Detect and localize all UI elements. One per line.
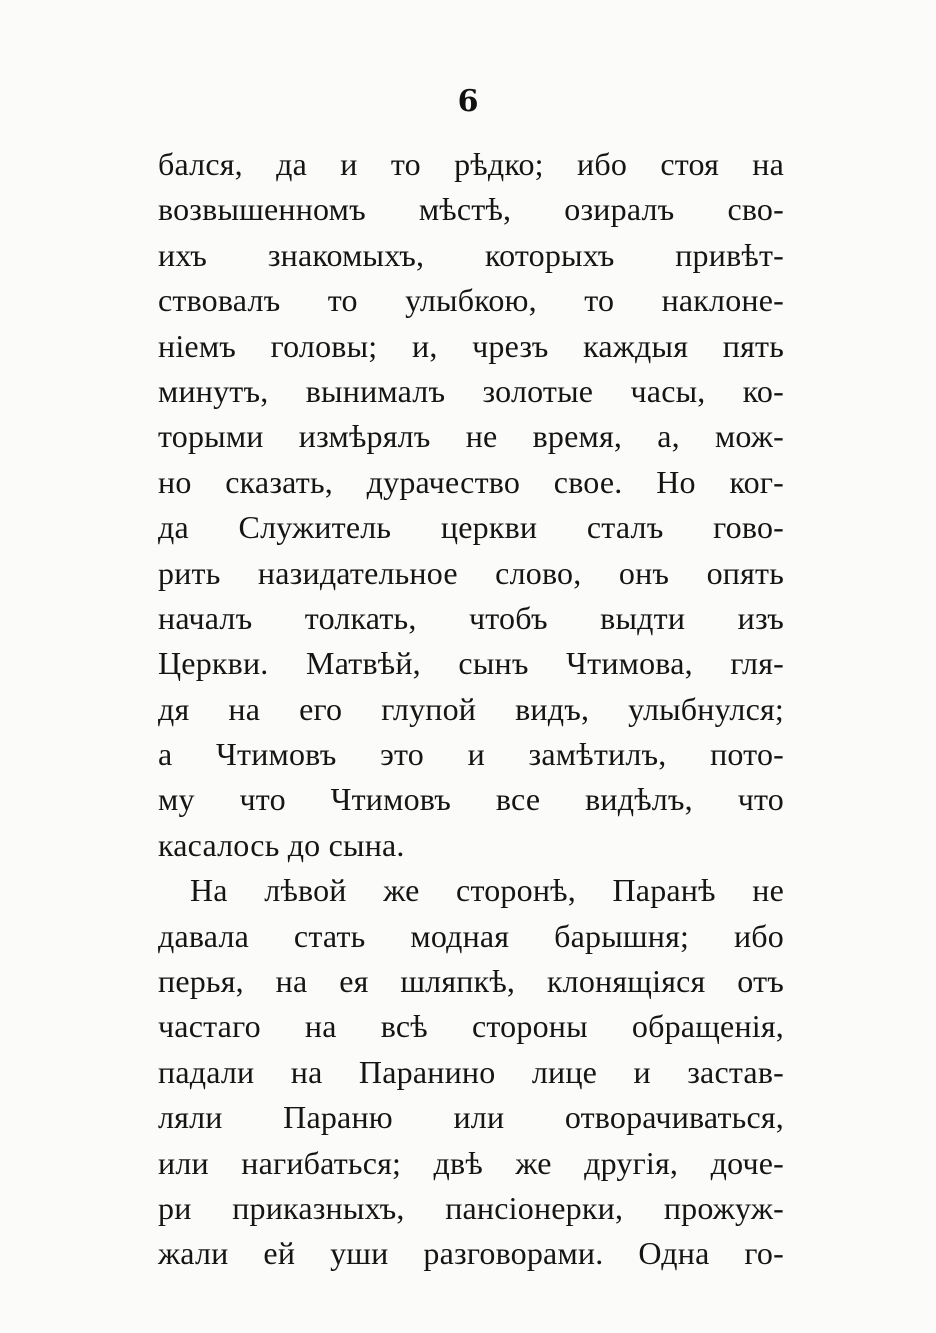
text-line: ри приказныхъ, пансiонерки, прожуж- [158,1189,784,1226]
paragraph-end-line: касалось до сына. [158,826,405,863]
text-line: а Чтимовъ это и замѣтилъ, пото- [158,736,784,773]
text-line: ляли Параню или отворачиваться, [158,1099,784,1136]
text-line: ствовалъ то улыбкою, то наклоне- [158,282,784,319]
text-line: минутъ, вынималъ золотые часы, ко- [158,372,784,409]
text-line: перья, на ея шляпкѣ, клонящiяся отъ [158,963,784,1000]
text-line: но сказать, дурачество свое. Но ког- [158,463,784,500]
text-line: Церкви. Матвѣй, сынъ Чтимова, гля- [158,645,784,682]
text-line: торыми измѣрялъ не время, а, мож- [158,418,784,455]
text-line: или нагибаться; двѣ же другiя, доче- [158,1144,784,1181]
page-number: 6 [457,84,479,119]
text-line: жали ей уши разговорами. Одна го- [158,1235,784,1272]
text-line: дя на его глупой видъ, улыбнулся; [158,690,784,727]
text-line: ихъ знакомыхъ, которыхъ привѣт- [158,236,784,273]
text-line: частаго на всѣ стороны обращенiя, [158,1008,784,1045]
paragraph-start-line: На лѣвой же сторонѣ, Паранѣ не [190,872,784,909]
text-line: му что Чтимовъ все видѣлъ, что [158,781,784,818]
text-line: падали на Паранино лице и застав- [158,1053,784,1090]
body-text [158,142,784,1277]
text-line: нiемъ головы; и, чрезъ каждыя пять [158,327,784,364]
text-line: началъ толкать, чтобъ выдти изъ [158,599,784,636]
text-line: возвышенномъ мѣстѣ, озиралъ сво- [158,191,784,228]
text-line: рить назидательное слово, онъ опять [158,554,784,591]
text-line: давала стать модная барышня; ибо [158,917,784,954]
text-line: бался, да и то рѣдко; ибо стоя на [158,146,784,182]
text-line: да Служитель церкви сталъ гово- [158,509,784,546]
